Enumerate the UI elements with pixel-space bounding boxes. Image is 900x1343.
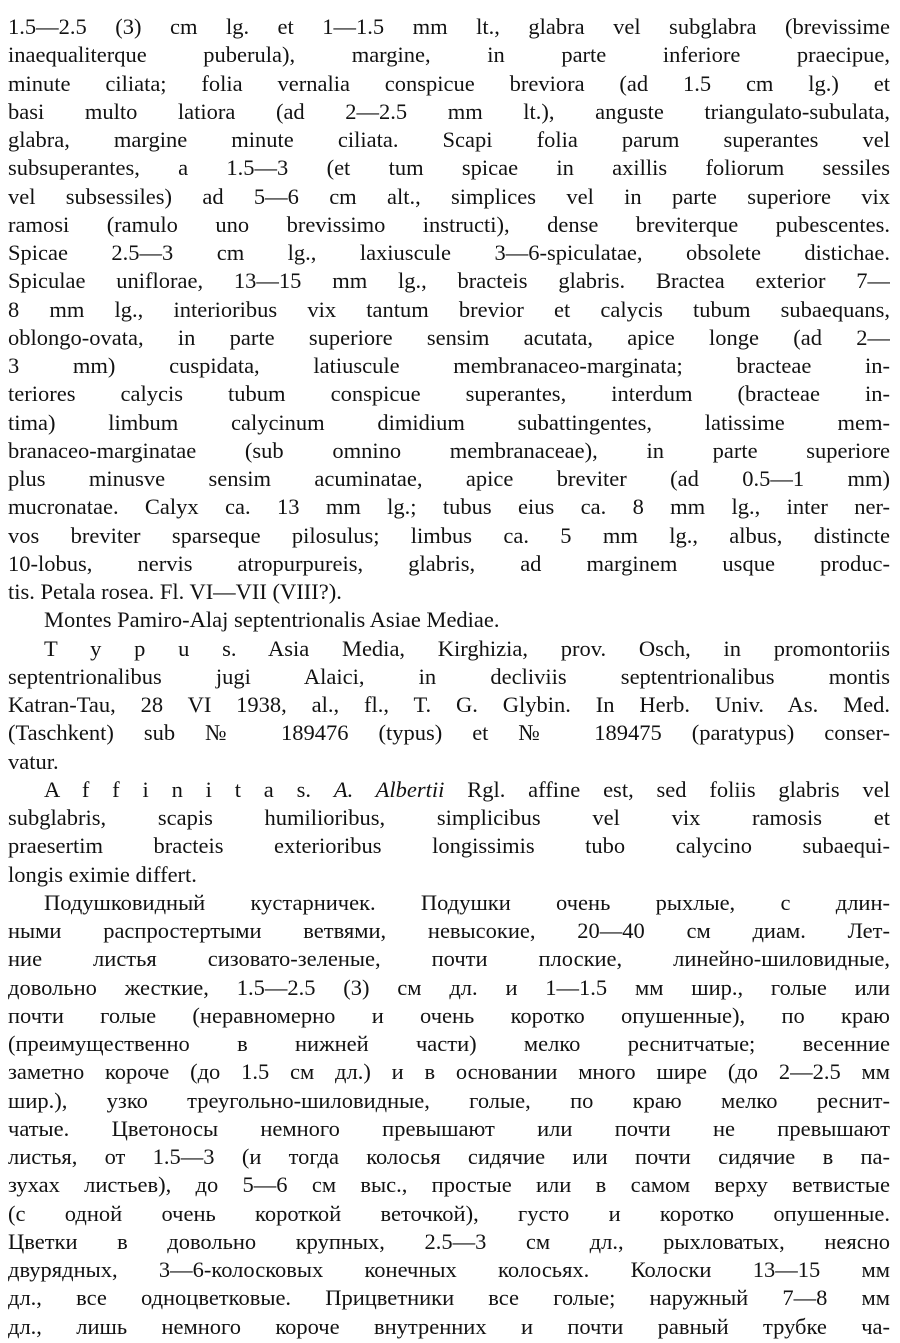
text-line: T y p u s. Asia Media, Kirghizia, prov. Osch, in promontoriis	[44, 635, 890, 661]
text-line: subsuperantes, a 1.5—3 (et tum spicae in axillis foliorum sessiles	[8, 155, 890, 181]
text-line: tis. Petala rosea. Fl. VI—VII (VIII?).	[8, 579, 342, 604]
text-line: inaequaliterque puberula), margine, in parte inferiore praecipue,	[8, 42, 890, 68]
text-line: ние листья сизовато-зеленые, почти плоские, линейно-шиловидные,	[8, 946, 890, 972]
text-line: longis eximie differt.	[8, 861, 197, 887]
text-line: branaceo-marginatae (sub omnino membranaceae), in parte superiore	[8, 437, 890, 463]
text-line: дл., лишь немного короче внутренних и почти равный трубке ча-	[8, 1313, 890, 1339]
text-segment: A f f i n i t a s.	[44, 776, 334, 802]
text-line: ramosi (ramulo uno brevissimo instructi), dense breviterque pubescentes.	[8, 211, 890, 237]
text-line: mucronatae. Calyx ca. 13 mm lg.; tubus eius ca. 8 mm lg., inter ner-	[8, 494, 890, 520]
text-line: praesertim bracteis exterioribus longissimis tubo calycino subaequi-	[8, 833, 890, 859]
text-line: Montes Pamiro-Alaj septentrionalis Asiae Mediae.	[44, 607, 500, 633]
text-line: шир.), узко треугольно-шиловидные, голые, по краю мелко реснит-	[8, 1087, 890, 1113]
page-text	[8, 13, 890, 1341]
text-line: ными распростертыми ветвями, невысокие, 20—40 см диам. Лет-	[8, 918, 890, 943]
text-line: дл., все одноцветковые. Прицветники все голые; наружный 7—8 мм	[8, 1285, 890, 1311]
text-line: Spicae 2.5—3 cm lg., laxiuscule 3—6-spiculatae, obsolete distichae.	[8, 240, 890, 265]
text-line: (с одной очень короткой веточкой), густо и коротко опушенные.	[8, 1200, 890, 1226]
text-line: 8 mm lg., interioribus vix tantum brevior et calycis tubum subaequans,	[8, 296, 890, 322]
text-line: basi multo latiora (ad 2—2.5 mm lt.), anguste triangulato-subulata,	[8, 98, 890, 124]
text-line: vel subsessiles) ad 5—6 cm alt., simplices vel in parte superiore vix	[8, 183, 890, 209]
text-line: чатые. Цветоносы немного превышают или почти не превышают	[8, 1115, 890, 1141]
text-segment: Rgl. affine est, sed foliis glabris vel	[444, 776, 890, 802]
text-line: заметно короче (до 1.5 см дл.) и в основании много шире (до 2—2.5 мм	[8, 1059, 890, 1085]
text-line: листья, от 1.5—3 (и тогда колосья сидячие или почти сидячие в па-	[8, 1144, 890, 1169]
text-line: minute ciliata; folia vernalia conspicue breviora (ad 1.5 cm lg.) et	[8, 70, 890, 96]
text-line: 1.5—2.5 (3) cm lg. et 1—1.5 mm lt., glabra vel subglabra (brevissime	[8, 14, 890, 39]
text-line: (Taschkent) sub № 189476 (typus) et № 189475 (paratypus) conser-	[8, 720, 890, 746]
text-line	[8, 776, 890, 804]
text-line: почти голые (неравномерно и очень коротко опушенные), по краю	[8, 1002, 890, 1028]
text-line: plus minusve sensim acuminatae, apice breviter (ad 0.5—1 mm)	[8, 466, 890, 491]
text-line: Подушковидный кустарничек. Подушки очень рыхлые, с длин-	[44, 889, 890, 915]
text-line: Katran-Tau, 28 VI 1938, al., fl., T. G. Glybin. In Herb. Univ. As. Med.	[8, 692, 890, 717]
text-line: teriores calycis tubum conspicue superantes, interdum (bracteae in-	[8, 381, 890, 407]
text-line: Spiculae uniflorae, 13—15 mm lg., bracteis glabris. Bractea exterior 7—	[8, 268, 890, 294]
species-name-italic: A. Albertii	[333, 776, 445, 802]
text-line: (преимущественно в нижней части) мелко реснитчатые; весенние	[8, 1031, 890, 1056]
text-line: 3 mm) cuspidata, latiuscule membranaceo-marginata; bracteae in-	[8, 353, 890, 378]
text-line: glabra, margine minute ciliata. Scapi folia parum superantes vel	[8, 127, 890, 152]
text-line: довольно жесткие, 1.5—2.5 (3) см дл. и 1—1.5 мм шир., голые или	[8, 974, 890, 1000]
text-line: tima) limbum calycinum dimidium subattingentes, latissime mem-	[8, 409, 890, 435]
text-line: зухах листьев), до 5—6 см выс., простые или в самом верху ветвистые	[8, 1172, 890, 1198]
text-line: двурядных, 3—6-колосковых конечных колосьях. Колоски 13—15 мм	[8, 1257, 890, 1282]
text-line: oblongo-ovata, in parte superiore sensim acutata, apice longe (ad 2—	[8, 324, 890, 350]
text-line: vatur.	[8, 748, 59, 774]
text-line: vos breviter sparseque pilosulus; limbus ca. 5 mm lg., albus, distincte	[8, 522, 890, 548]
text-line: 10-lobus, nervis atropurpureis, glabris, ad marginem usque produc-	[8, 550, 890, 576]
text-line: septentrionalibus jugi Alaici, in decliviis septentrionalibus montis	[8, 663, 890, 689]
text-line: subglabris, scapis humilioribus, simplicibus vel vix ramosis et	[8, 805, 890, 830]
text-line: Цветки в довольно крупных, 2.5—3 см дл., рыхловатых, неясно	[8, 1228, 890, 1254]
